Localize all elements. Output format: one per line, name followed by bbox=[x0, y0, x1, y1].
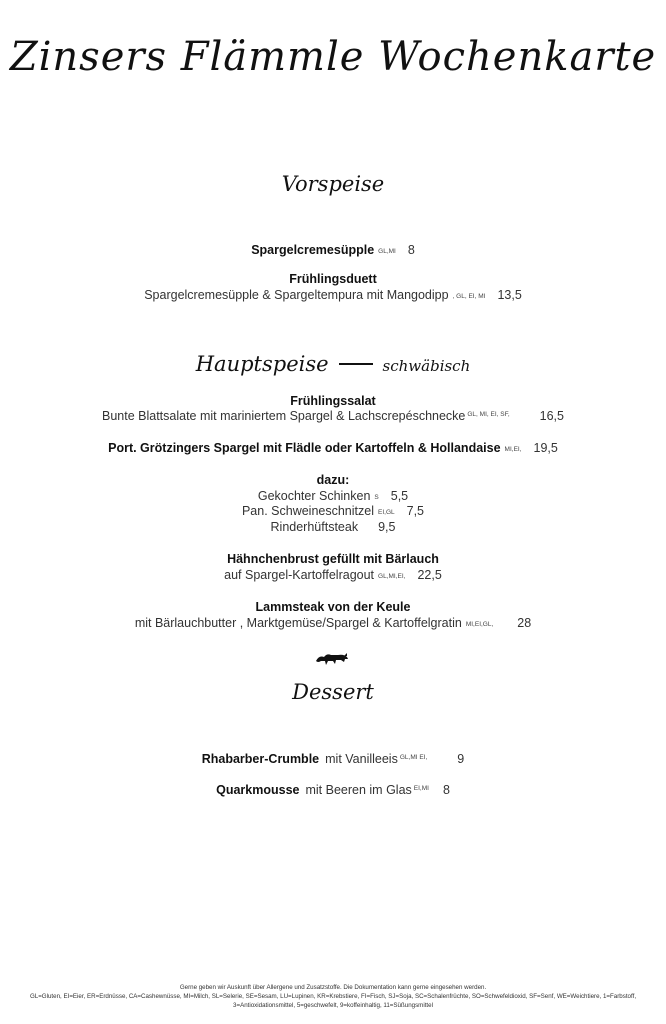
allergen-codes: , GL, EI, MI bbox=[452, 293, 486, 300]
footer-allergen-legend: GL=Gluten, EI=Eier, ER=Erdnüsse, CA=Cashewnüsse, MI=Milch, SL=Selerie, SE=Sesam, LU=Lupinen, KR=Krebstiere, FI=Fisch, SJ=Soja, SC=Schalenfrüchte, SO=Schwefeldioxid, SF=Senf, WE=Weichtiere, 1=Farbstoff, bbox=[29, 993, 637, 1000]
dish-name: Frühlingssalat bbox=[290, 394, 376, 408]
dish-name: Rhabarber-Crumble bbox=[201, 752, 320, 766]
dish-name: Hähnchenbrust gefüllt mit Bärlauch bbox=[227, 552, 439, 566]
dish-detail-haehnchenbrust bbox=[0, 568, 666, 582]
dish-price: 22,5 bbox=[417, 568, 442, 582]
allergen-codes: MI,EI,GL, bbox=[465, 621, 494, 628]
dish-price: 13,5 bbox=[497, 288, 522, 302]
menu-item-quarkmousse bbox=[0, 783, 666, 797]
menu-item-rhabarber-crumble bbox=[0, 752, 666, 766]
dish-description: mit Bärlauchbutter , Marktgemüse/Spargel & Kartoffelgratin bbox=[134, 616, 462, 630]
allergen-codes: GL, MI, EI, SF, bbox=[467, 411, 510, 418]
section-subtitle: schwäbisch bbox=[382, 357, 471, 375]
dish-price: 28 bbox=[517, 616, 532, 630]
menu-title: Zinsers Flämmle Wochenkarte bbox=[9, 34, 657, 80]
dish-price: 19,5 bbox=[533, 441, 558, 455]
lion-emblem-icon bbox=[314, 650, 350, 668]
section-heading-vorspeise: Vorspeise bbox=[281, 172, 385, 196]
menu-item-groetzingers-spargel bbox=[0, 441, 666, 455]
dish-description: Spargelcremesüpple & Spargeltempura mit Mangodipp bbox=[144, 288, 449, 302]
dish-name: Frühlingsduett bbox=[289, 272, 377, 286]
footer-allergen-note: Gerne geben wir Auskunft über Allergene und Zusatzstoffe. Die Dokumentation kann gerne eingesehen werden. bbox=[179, 984, 487, 991]
dish-price: 9 bbox=[457, 752, 465, 766]
side-dish-schinken bbox=[0, 489, 666, 503]
menu-item-spargelcremesuepple bbox=[0, 243, 666, 257]
dish-name: Spargelcremesüpple bbox=[251, 243, 375, 257]
allergen-codes: GL,MI EI, bbox=[399, 754, 428, 761]
dish-price: 9,5 bbox=[378, 520, 396, 534]
dish-price: 8 bbox=[407, 243, 415, 257]
dish-description: Gekochter Schinken bbox=[257, 489, 371, 503]
dish-description: mit Beeren im Glas bbox=[305, 783, 412, 797]
dish-price: 16,5 bbox=[539, 409, 564, 423]
allergen-codes: GL,MI,EI, bbox=[378, 573, 406, 580]
section-heading-hauptspeise bbox=[0, 352, 666, 376]
side-dish-schnitzel bbox=[0, 504, 666, 518]
dish-description: auf Spargel-Kartoffelragout bbox=[224, 568, 375, 582]
dish-name-fruehlingsduett bbox=[0, 272, 666, 286]
dish-price: 8 bbox=[442, 783, 450, 797]
dish-name: Port. Grötzingers Spargel mit Flädle oder Kartoffeln & Hollandaise bbox=[108, 441, 501, 455]
allergen-codes: MI,EI, bbox=[504, 446, 522, 453]
section-title: Hauptspeise bbox=[195, 352, 329, 376]
dish-name-fruehlingssalat bbox=[0, 394, 666, 408]
dish-name: Quarkmousse bbox=[216, 783, 300, 797]
allergen-codes: EI,GL bbox=[378, 509, 395, 516]
dish-price: 7,5 bbox=[406, 504, 425, 518]
dish-name-haehnchenbrust bbox=[0, 552, 666, 566]
dish-name-lammsteak bbox=[0, 600, 666, 614]
side-dish-rinderhueftsteak bbox=[0, 520, 666, 534]
dish-detail-fruehlingssalat bbox=[0, 409, 666, 423]
dish-price: 5,5 bbox=[390, 489, 409, 503]
side-dish-heading bbox=[0, 473, 666, 487]
dish-description: Rinderhüftsteak bbox=[270, 520, 359, 534]
dish-name: dazu: bbox=[316, 473, 350, 487]
footer-additive-legend: 3=Antioxidationsmittel, 5=geschwefelt, 9=koffeinhaltig, 11=Süßungsmittel bbox=[233, 1002, 433, 1009]
allergen-codes: GL,MI bbox=[378, 248, 396, 255]
dish-detail-lammsteak bbox=[0, 616, 666, 630]
dish-name: Lammsteak von der Keule bbox=[255, 600, 411, 614]
dish-description: mit Vanilleeis bbox=[325, 752, 398, 766]
dish-description: Pan. Schweineschnitzel bbox=[241, 504, 374, 518]
allergen-codes: EI,MI bbox=[413, 785, 429, 792]
dish-description: Bunte Blattsalate mit mariniertem Spargel & Lachscrepéschnecke bbox=[102, 409, 466, 423]
heading-dash bbox=[339, 363, 373, 365]
dish-detail-fruehlingsduett bbox=[0, 288, 666, 302]
allergen-codes: S bbox=[374, 494, 379, 501]
section-heading-dessert: Dessert bbox=[292, 680, 374, 704]
